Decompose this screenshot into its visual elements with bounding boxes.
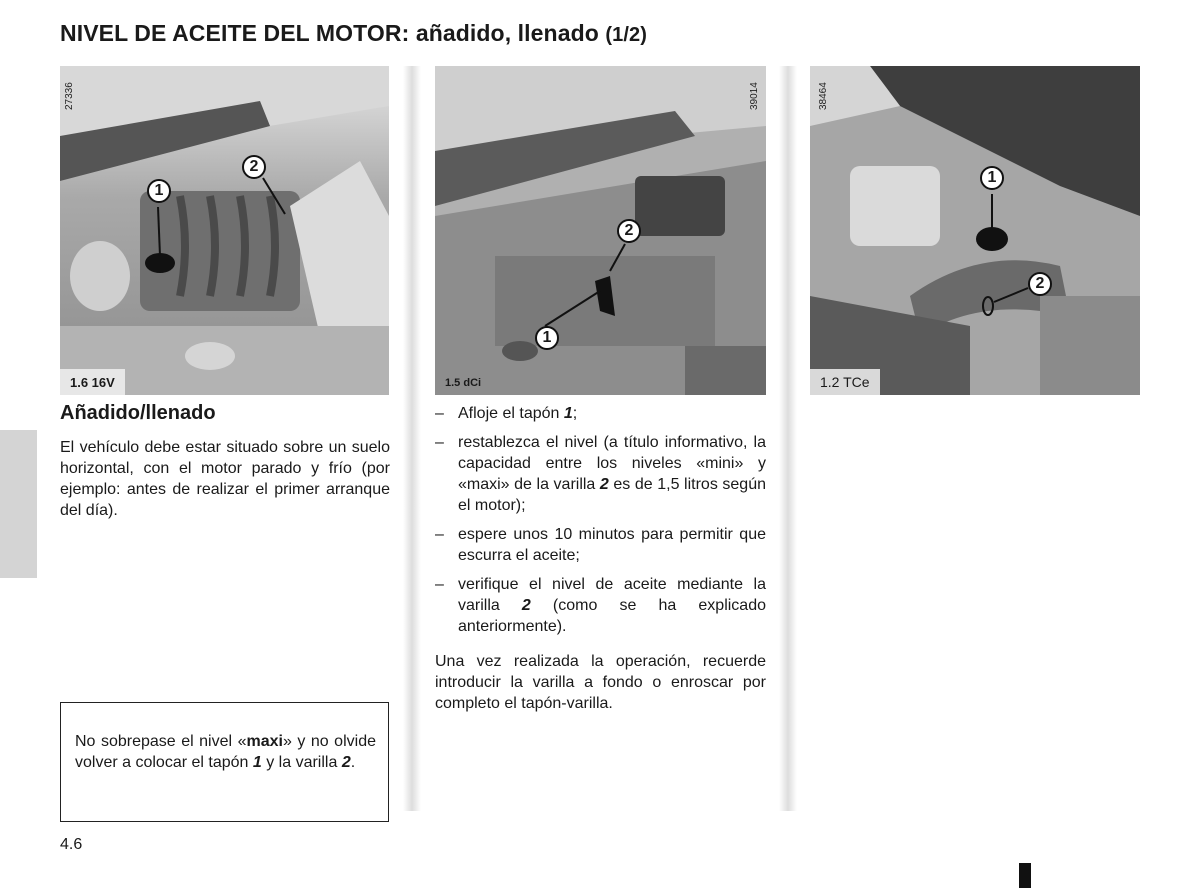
section-tab [0,430,37,578]
callout-2: 2 [1028,272,1052,296]
photo-reference: 39014 [749,82,760,110]
callout-1: 1 [147,179,171,203]
intro-paragraph: El vehículo debe estar situado sobre un suelo horizontal, con el motor parado y frío (por ejemplo: antes de realizar el primer arranque del día). [60,439,390,519]
ref-2: 2 [341,754,351,771]
step-item: – restablezca el nivel (a título informativo, la capacidad entre los niveles «mini» y «maxi» de la varilla 2 es de 1,5 litros según el motor); [435,434,766,514]
engine-label: 1.6 16V [60,369,125,395]
corner-mark [1019,863,1031,888]
engine-label: 1.2 TCe [810,369,880,395]
engine-photo-1 [60,66,389,395]
maxi-emphasis: maxi [246,733,283,750]
engine-label: 1.5 dCi [445,377,482,389]
page-title: NIVEL DE ACEITE DEL MOTOR: añadido, llenado (1/2) [60,20,648,46]
step-list [435,403,766,645]
engine-photo-3 [810,66,1140,395]
column-divider [779,66,797,811]
step-item: – verifique el nivel de aceite mediante la varilla 2 (como se ha explicado anteriormente). [435,576,767,635]
callout-2: 2 [617,219,641,243]
page-number: 4.6 [60,836,83,853]
engine-photo-2 [435,66,766,395]
callout-2: 2 [242,155,266,179]
column-divider [403,66,421,811]
photo-reference: 38464 [818,82,829,110]
callout-1: 1 [535,326,559,350]
callout-1: 1 [980,166,1004,190]
page-part: (1/2) [605,24,648,46]
closing-paragraph: Una vez realizada la operación, recuerde introducir la varilla a fondo o enroscar por completo el tapón-varilla. [435,653,766,712]
section-heading: Añadido/llenado [60,402,216,424]
step-item: – espere unos 10 minutos para permitir que escurra el aceite; [435,526,766,564]
warning-box: No sobrepase el nivel «maxi» y no olvide volver a colocar el tapón 1 y la varilla 2. [60,702,389,822]
step-item: – Afloje el tapón 1; [435,405,578,422]
photo-reference: 27336 [64,82,75,110]
ref-1: 1 [252,754,262,771]
